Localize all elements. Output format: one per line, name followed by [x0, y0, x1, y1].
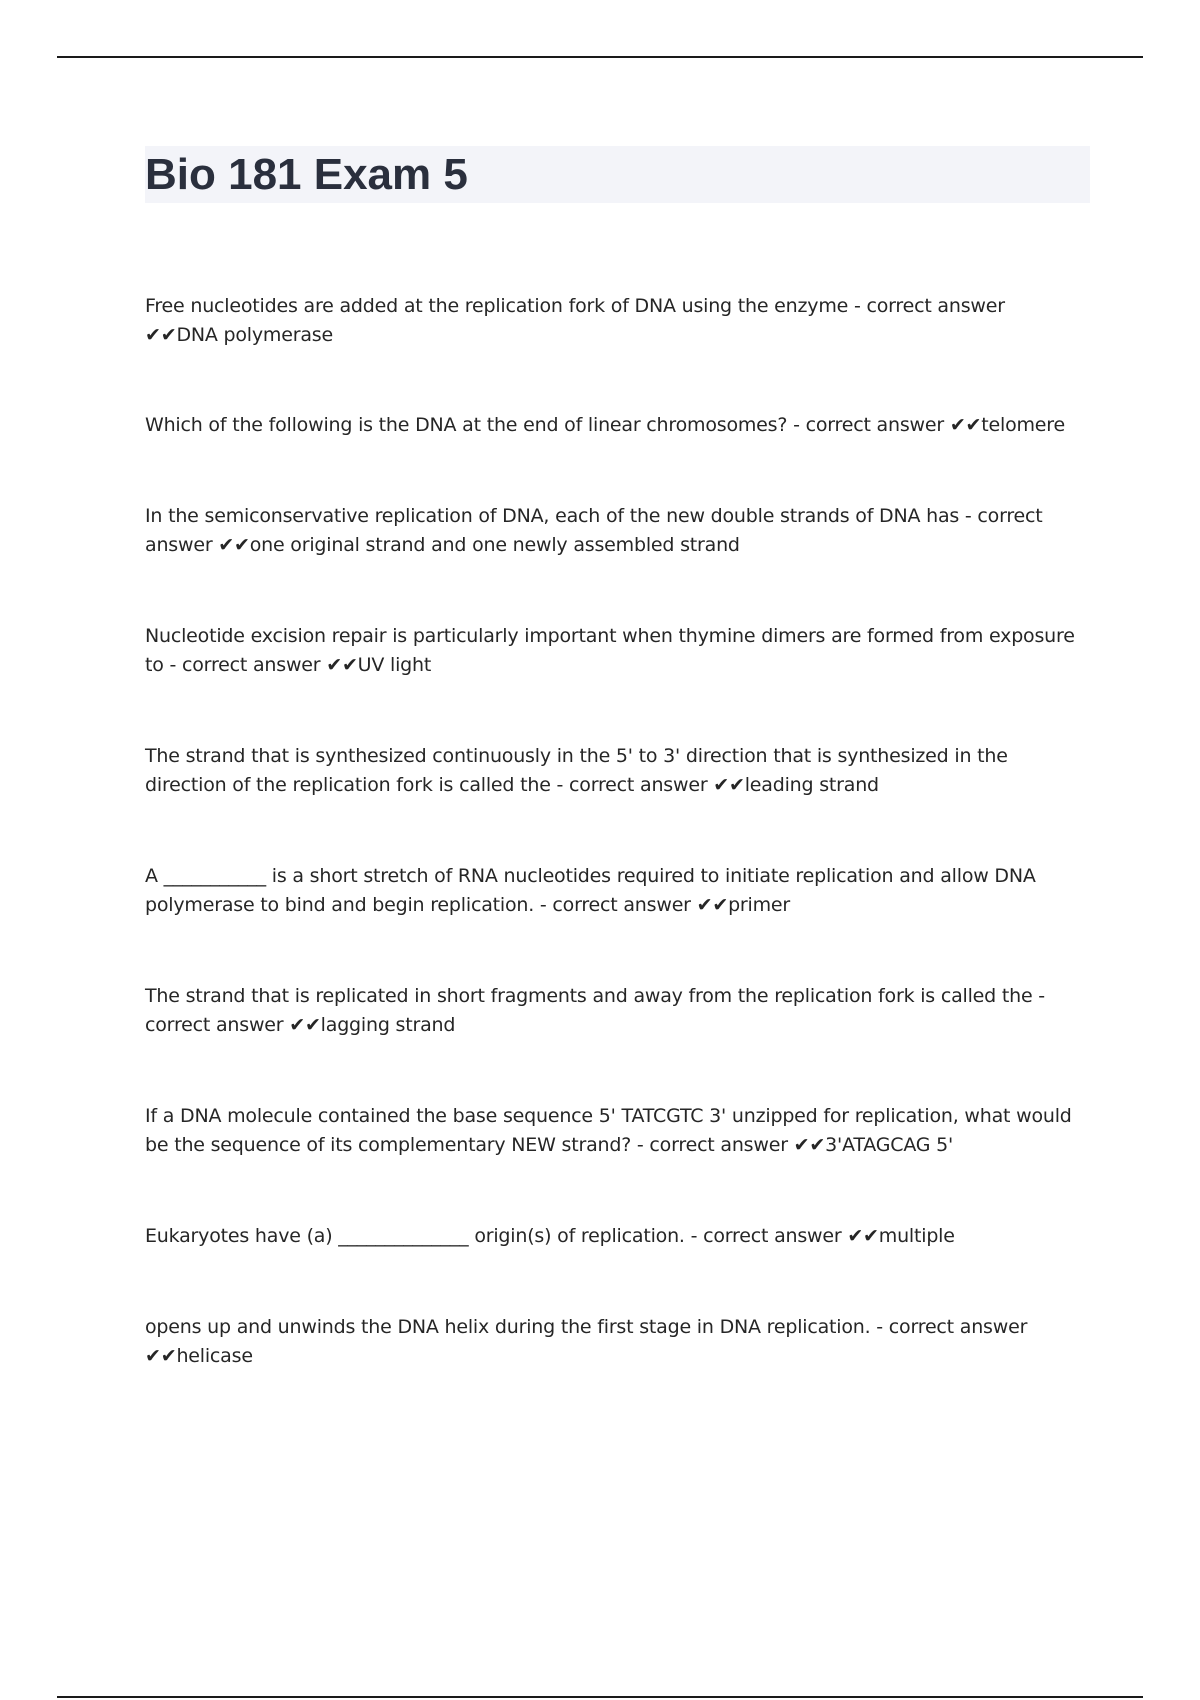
qa-item-8: If a DNA molecule contained the base sequence 5' TATCGTC 3' unzipped for replication, what would be the sequence of its complementary NEW strand? - correct answer ✔✔3'ATAGCAG 5': [145, 1105, 1072, 1156]
bottom-divider: [57, 1696, 1143, 1698]
qa-item-9: Eukaryotes have (a) ______________ origin(s) of replication. - correct answer ✔✔multiple: [145, 1225, 955, 1247]
page-title: Bio 181 Exam 5: [145, 150, 468, 199]
qa-item-6: A ___________ is a short stretch of RNA nucleotides required to initiate replication and allow DNA polymerase to bind and begin replication. - correct answer ✔✔primer: [145, 865, 1036, 916]
qa-item-7: The strand that is replicated in short fragments and away from the replication fork is called the - correct answer ✔✔lagging strand: [145, 985, 1045, 1036]
qa-item-10: opens up and unwinds the DNA helix during the first stage in DNA replication. - correct answer ✔✔helicase: [145, 1316, 1028, 1367]
qa-item-5: The strand that is synthesized continuously in the 5' to 3' direction that is synthesized in the direction of the replication fork is called the - correct answer ✔✔leading strand: [145, 745, 1008, 796]
qa-item-2: Which of the following is the DNA at the end of linear chromosomes? - correct answer ✔✔telomere: [145, 414, 1065, 436]
qa-item-1: Free nucleotides are added at the replication fork of DNA using the enzyme - correct answer ✔✔DNA polymerase: [145, 295, 1005, 346]
qa-item-3: In the semiconservative replication of DNA, each of the new double strands of DNA has - correct answer ✔✔one original strand and one newly assembled strand: [145, 505, 1043, 556]
top-divider: [57, 56, 1143, 58]
qa-item-4: Nucleotide excision repair is particularly important when thymine dimers are formed from exposure to - correct answer ✔✔UV light: [145, 625, 1075, 676]
